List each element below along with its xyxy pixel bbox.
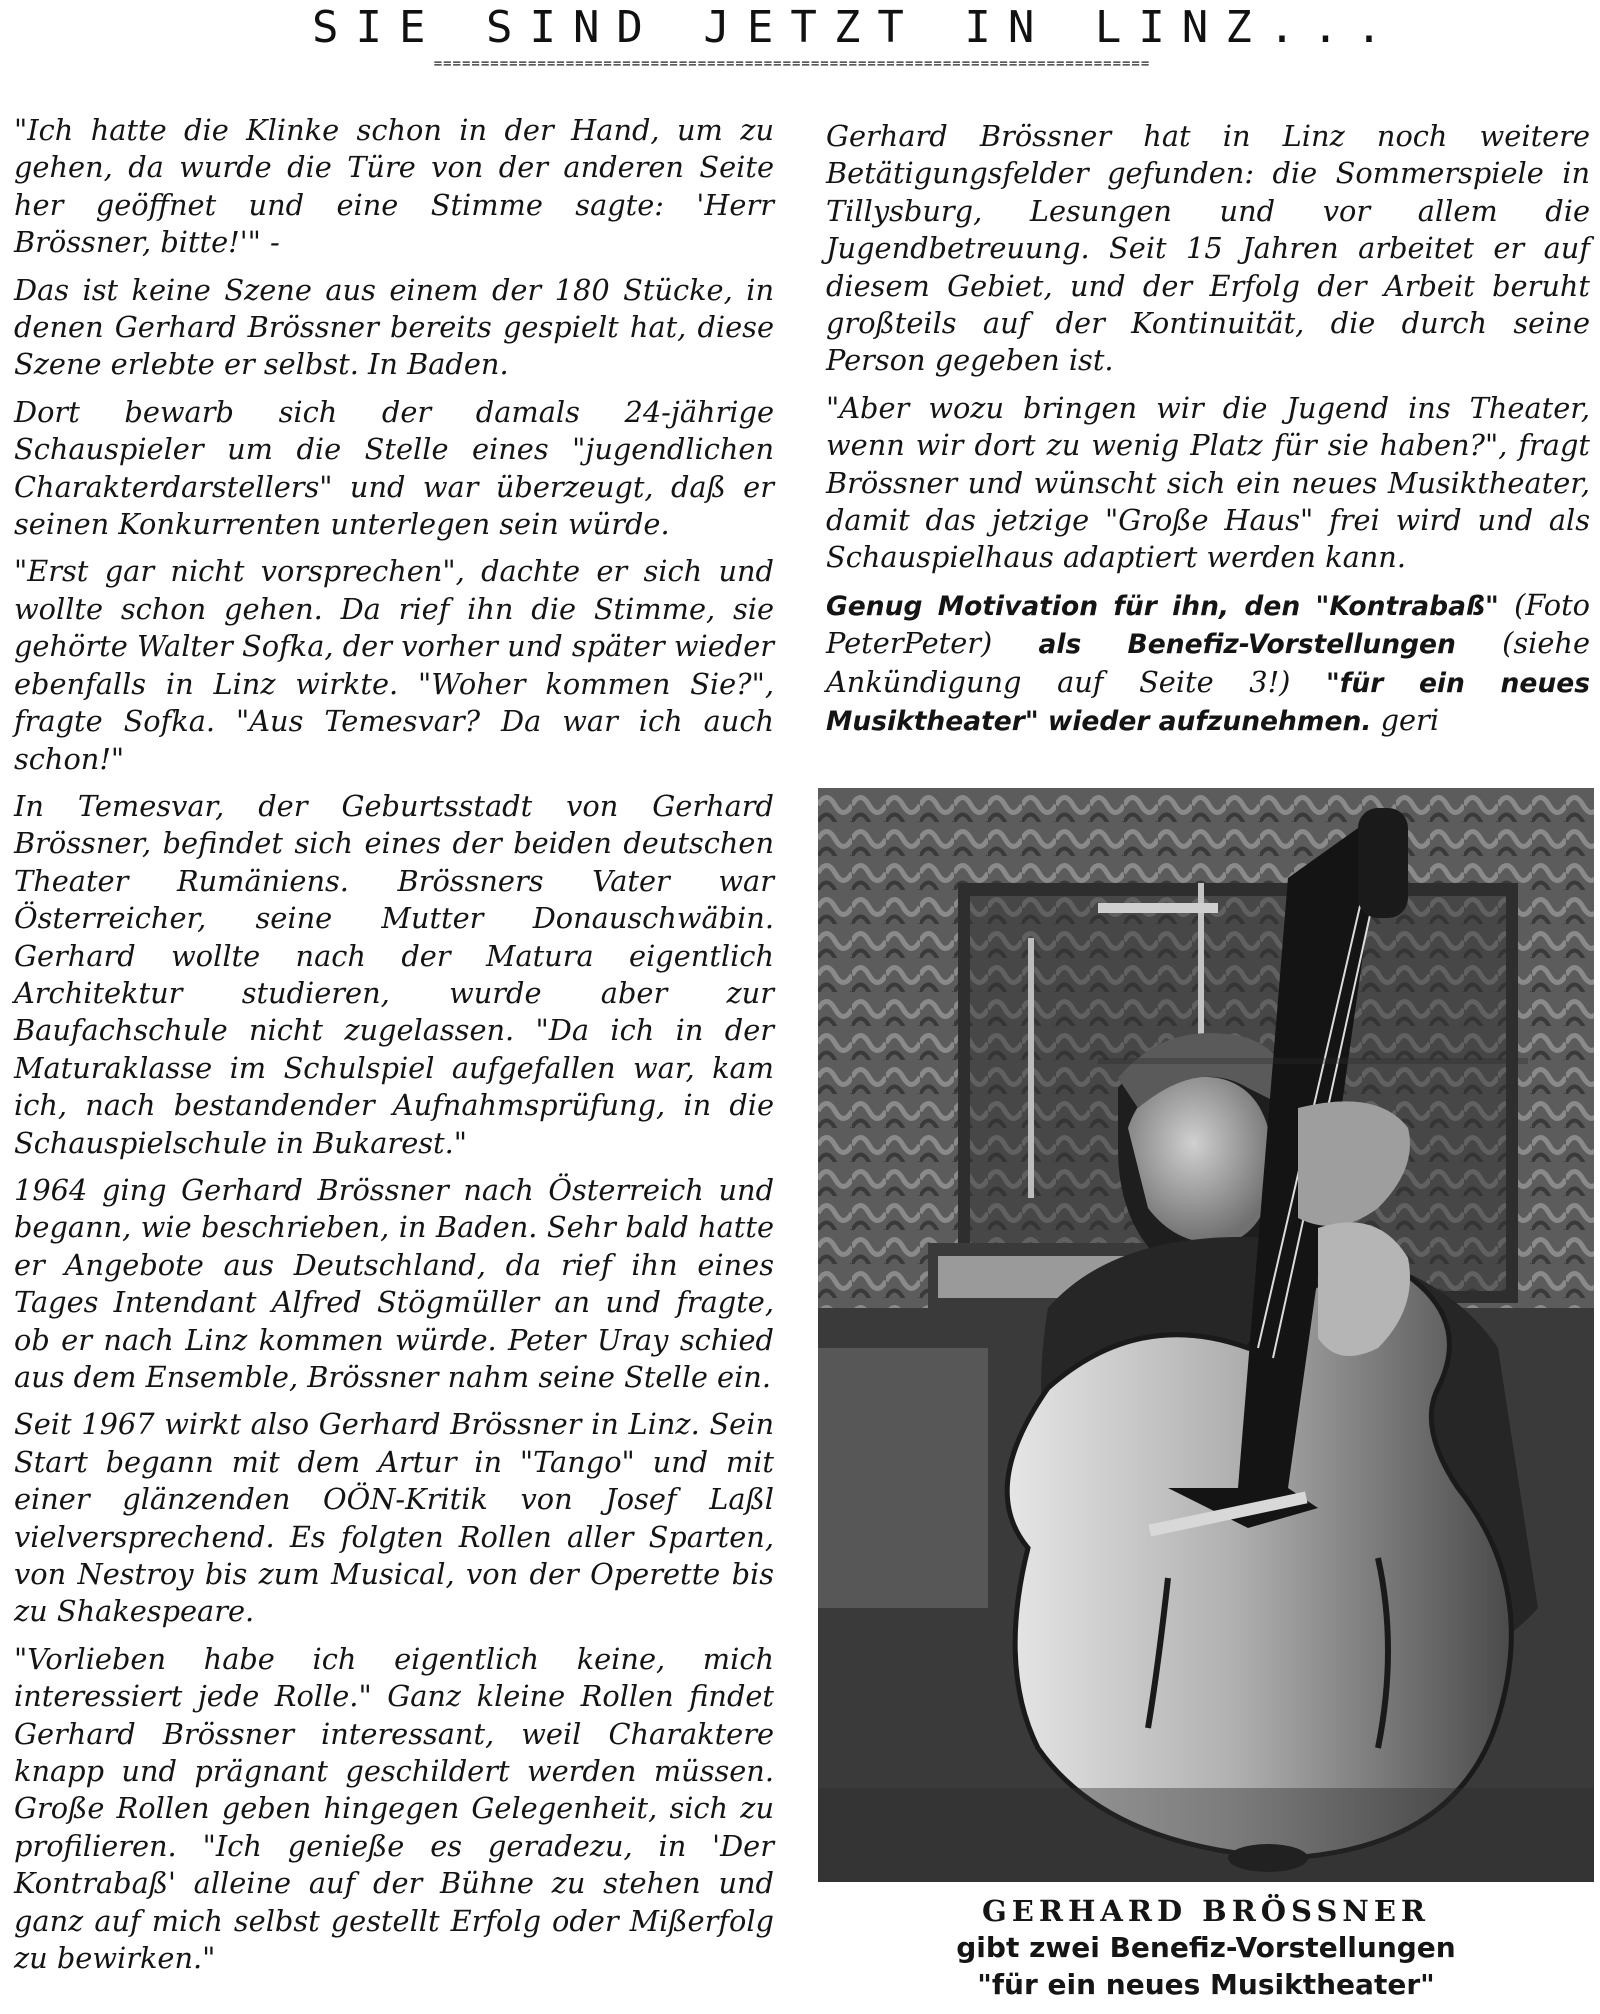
title-underline: ============================================================================: [433, 56, 1151, 72]
photo-caption: [818, 1893, 1594, 2003]
reference-note: (siehe Ankündigung auf Seite 3!): [826, 626, 1591, 699]
paragraph: "Ich hatte die Klinke schon in der Hand, um zu gehen, da wurde die Türe von der anderen Seite her geöffnet und eine Stimme sagte: 'Herr Brössner, bitte!'" -: [14, 113, 774, 260]
left-column: [14, 112, 774, 1988]
paragraph: "Aber wozu bringen wir die Jugend ins Theater, wenn wir dort zu wenig Platz für sie haben?", fragt Brössner und wünscht sich ein neues Musiktheater, damit das jetzige "Große Haus" frei wird und als Schauspielhaus adaptiert werden kann.: [826, 390, 1590, 575]
bold-text: "für ein neues Musiktheater" wieder aufzunehmen.: [826, 667, 1590, 738]
author-signature: geri: [1380, 703, 1440, 738]
paragraph: "Vorlieben habe ich eigentlich keine, mich interessiert jede Rolle." Ganz kleine Rollen findet Gerhard Brössner interessant, weil Charaktere knapp und prägnant geschildert werden müssen. Große Rollen geben hingegen Gelegenheit, sich zu profilieren. "Ich genieße es geradezu, in 'Der Kontrabaß' alleine auf der Bühne zu stehen und ganz auf mich selbst gestellt Erfolg oder Mißerfolg zu bewirken.": [14, 1641, 774, 1976]
caption-line: gibt zwei Benefiz-Vorstellungen: [956, 1931, 1456, 1964]
bold-text: Genug Motivation für ihn, den "Kontrabaß": [826, 590, 1499, 622]
paragraph: Gerhard Brössner hat in Linz noch weitere Betätigungsfelder gefunden: die Sommerspiele in Tillysburg, Lesungen und vor allem die Jugendbetreuung. Seit 15 Jahren arbeitet er auf diesem Gebiet, und der Erfolg der Arbeit beruht großteils auf der Kontinuität, die durch seine Person gegeben ist.: [826, 119, 1590, 378]
bold-text: als Benefiz-Vorstellungen: [1038, 629, 1456, 661]
double-bass-player-image: [818, 788, 1594, 1882]
paragraph: Das ist keine Szene aus einem der 180 Stücke, in denen Gerhard Brössner bereits gespielt hat, diese Szene erlebte er selbst. In Baden.: [14, 272, 774, 382]
page-title: SIE SIND JETZT IN LINZ...: [312, 2, 1400, 53]
right-column: [826, 118, 1590, 751]
photo-credit: (Foto PeterPeter): [826, 587, 1590, 661]
portrait-photo: [818, 788, 1594, 1882]
paragraph: 1964 ging Gerhard Brössner nach Österreich und begann, wie beschrieben, in Baden. Sehr bald hatte er Angebote aus Deutschland, da rief ihn eines Tages Intendant Alfred Stögmüller an und fragte, ob er nach Linz kommen würde. Peter Uray schied aus dem Ensemble, Brössner nahm seine Stelle ein.: [14, 1172, 774, 1394]
paragraph: "Erst gar nicht vorsprechen", dachte er sich und wollte schon gehen. Da rief ihn die Stimme, sie gehörte Walter Sofka, der vorher und später wieder ebenfalls in Linz wirkte. "Woher kommen Sie?", fragte Sofka. "Aus Temesvar? Da war ich auch schon!": [14, 554, 774, 776]
caption-name: GERHARD BRÖSSNER: [981, 1894, 1431, 1928]
paragraph: In Temesvar, der Geburtsstadt von Gerhard Brössner, befindet sich eines der beiden deutschen Theater Rumäniens. Brössners Vater war Österreicher, seine Mutter Donauschwäbin. Gerhard wollte nach der Matura eigentlich Architektur studieren, wurde aber zur Baufachschule nicht zugelassen. "Da ich in der Maturaklasse im Schulspiel aufgefallen war, kam ich, nach bestandender Aufnahmsprüfung, in die Schauspielschule in Bukarest.": [14, 788, 774, 1160]
caption-line: "für ein neues Musiktheater": [977, 1968, 1435, 2001]
page-header: [0, 0, 1600, 70]
paragraph: Seit 1967 wirkt also Gerhard Brössner in Linz. Sein Start begann mit dem Artur in "Tango" und mit einer glänzenden OÖN-Kritik von Josef Laßl vielversprechend. Es folgten Rollen aller Sparten, von Nestroy bis zum Musical, von der Operette bis zu Shakespeare.: [14, 1407, 774, 1629]
paragraph: Dort bewarb sich der damals 24-jährige Schauspieler um die Stelle eines "jugendlichen Charakterdarstellers" und war überzeugt, daß er seinen Konkurrenten unterlegen sein würde.: [14, 394, 774, 542]
closing-paragraph: [826, 587, 1590, 741]
